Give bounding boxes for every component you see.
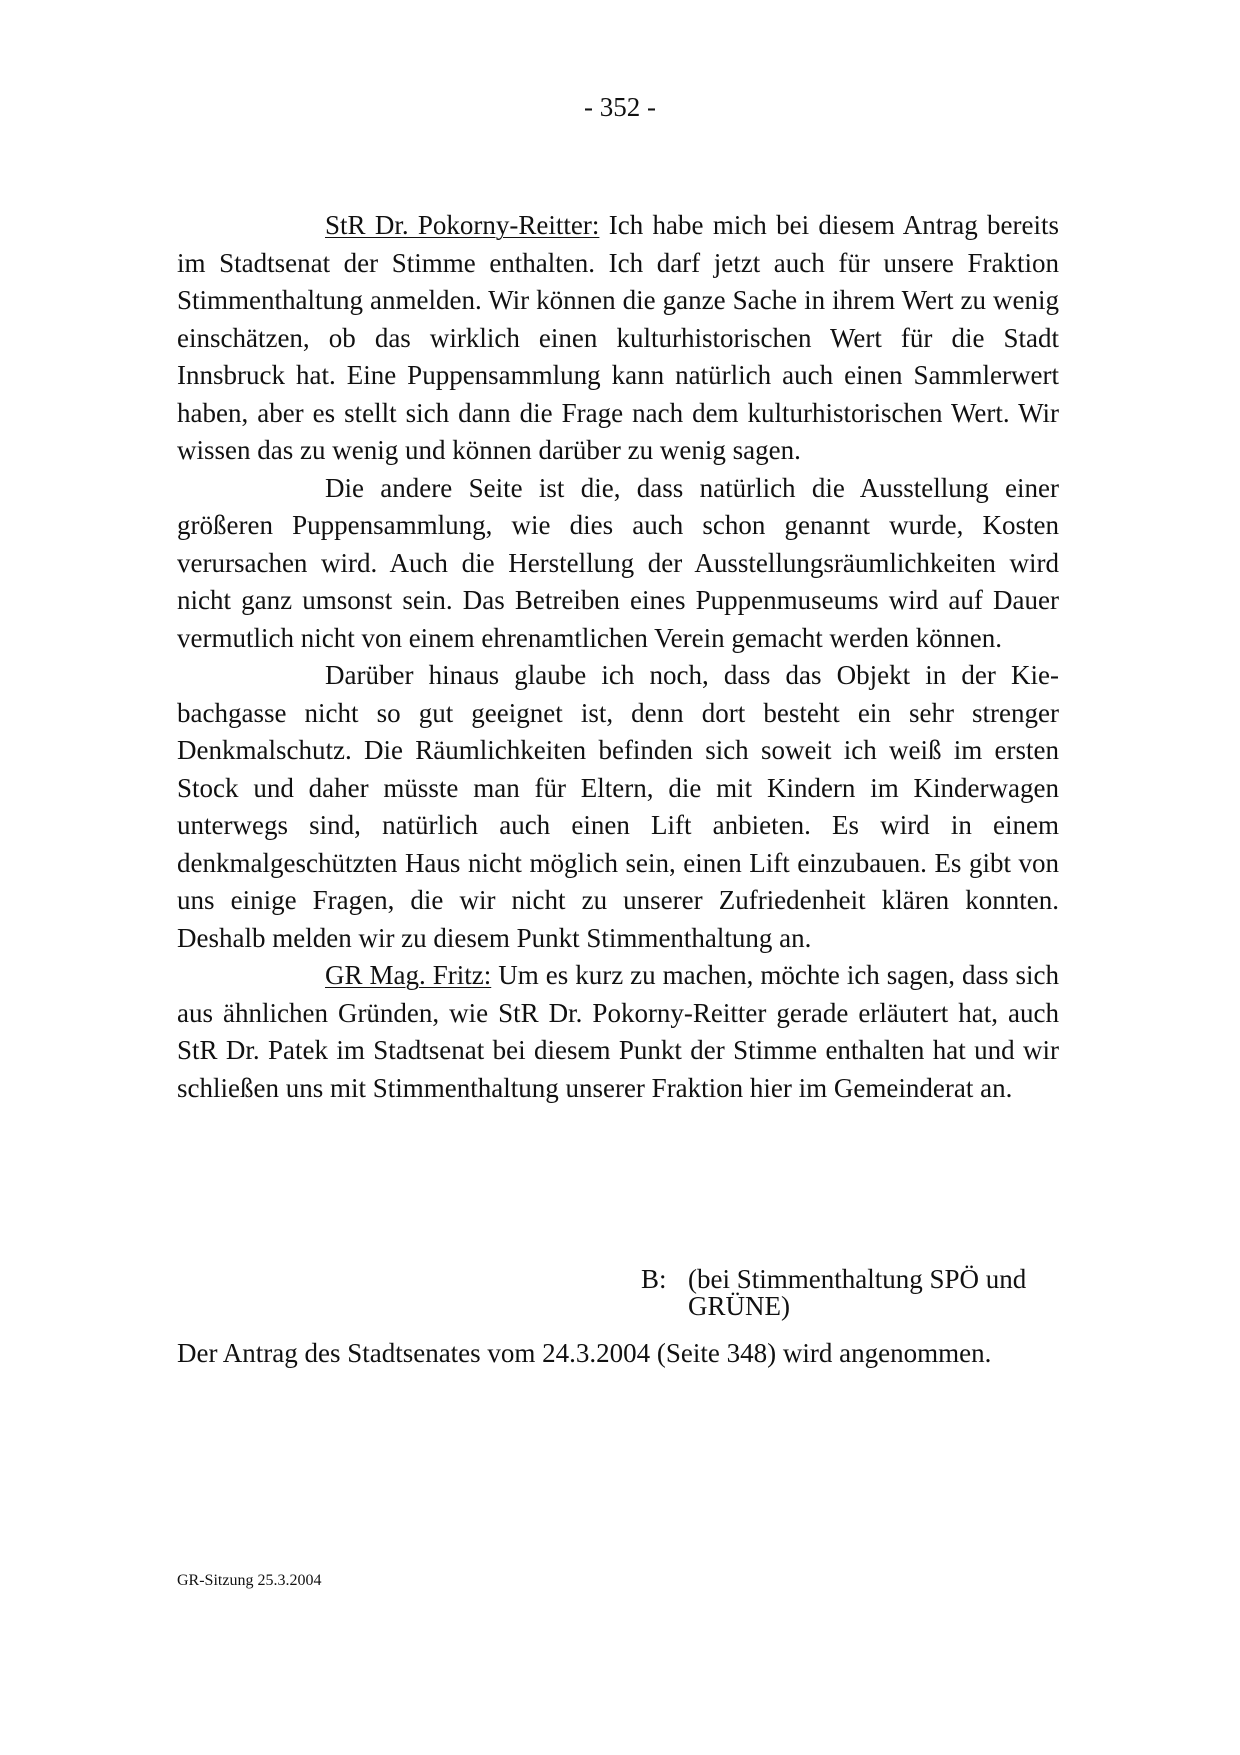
paragraph-text: Darüber hinaus glaube ich noch, dass das Objekt in der Kiebachgasse nicht so gut geeignet ist, denn dort besteht ein sehr strenger Denkmalschutz. Die Räumlichkeiten befinden sich soweit ich weiß im ersten Stock und daher müsste man für Eltern, die mit Kindern im Kinderwagen unterwegs sind, natürlich auch einen Lift anbieten. Es wird in einem denkmalgeschützten Haus nicht möglich sein, einen Lift einzubauen. Es gibt von uns einige Fragen, die wir nicht zu unserer Zufriedenheit klären konnten. Deshalb melden wir zu diesem Punkt Stimmenthaltung an. [177, 660, 1059, 953]
resolution-text: Der Antrag des Stadtsenates vom 24.3.2004 (Seite 348) wird angenommen. [177, 1338, 992, 1368]
speaker-name: StR Dr. Pokorny-Reitter: [325, 210, 600, 240]
paragraph-text: Um es kurz zu machen, möchte ich sagen, dass sich aus ähnlichen Gründen, wie StR Dr. Pokorny-Reitter gerade erläutert hat, auch StR Dr. Patek im Stadtsenat bei diesem Punkt der Stimme enthalten hat und wir schließen uns mit Stimmenthaltung unserer Fraktion hier im Gemeinderat an. [177, 960, 1059, 1103]
paragraph-monument-protection [177, 657, 1059, 957]
paragraph-text: Ich habe mich bei diesem Antrag bereits im Stadtsenat der Stimme enthalten. Ich darf jetzt auch für unsere Fraktion Stimmenthaltung anmelden. Wir können die ganze Sache in ihrem Wert zu wenig einschätzen, ob das wirklich einen kulturhistorischen Wert für die Stadt Innsbruck hat. Eine Puppensammlung kann natürlich auch einen Sammlerwert haben, aber es stellt sich dann die Frage nach dem kulturhistorischen Wert. Wir wissen das zu wenig und können darüber zu wenig sagen. [177, 210, 1060, 465]
paragraph-costs [177, 470, 1059, 658]
speaker-name: GR Mag. Fritz: [325, 960, 492, 990]
vote-text: (bei Stimmenthaltung SPÖ und GRÜNE) [688, 1264, 1027, 1321]
paragraph-fritz [177, 957, 1059, 1107]
footer-session-date: GR-Sitzung 25.3.2004 [177, 1572, 322, 1589]
paragraph-text: Die andere Seite ist die, dass natürlich die Ausstellung einer größeren Puppensammlung, wie dies auch schon genannt wurde, Kosten verursachen wird. Auch die Herstellung der Ausstellungsräumlichkeiten wird nicht ganz umsonst sein. Das Betreiben eines Puppenmuseums wird auf Dauer vermutlich nicht von einem ehrenamtlichen Verein gemacht werden können. [177, 472, 1059, 653]
vote-label: B: [641, 1264, 667, 1294]
document-body [177, 207, 1059, 1107]
paragraph-pokorny-reitter [177, 207, 1059, 470]
page-number: - 352 - [584, 92, 656, 122]
